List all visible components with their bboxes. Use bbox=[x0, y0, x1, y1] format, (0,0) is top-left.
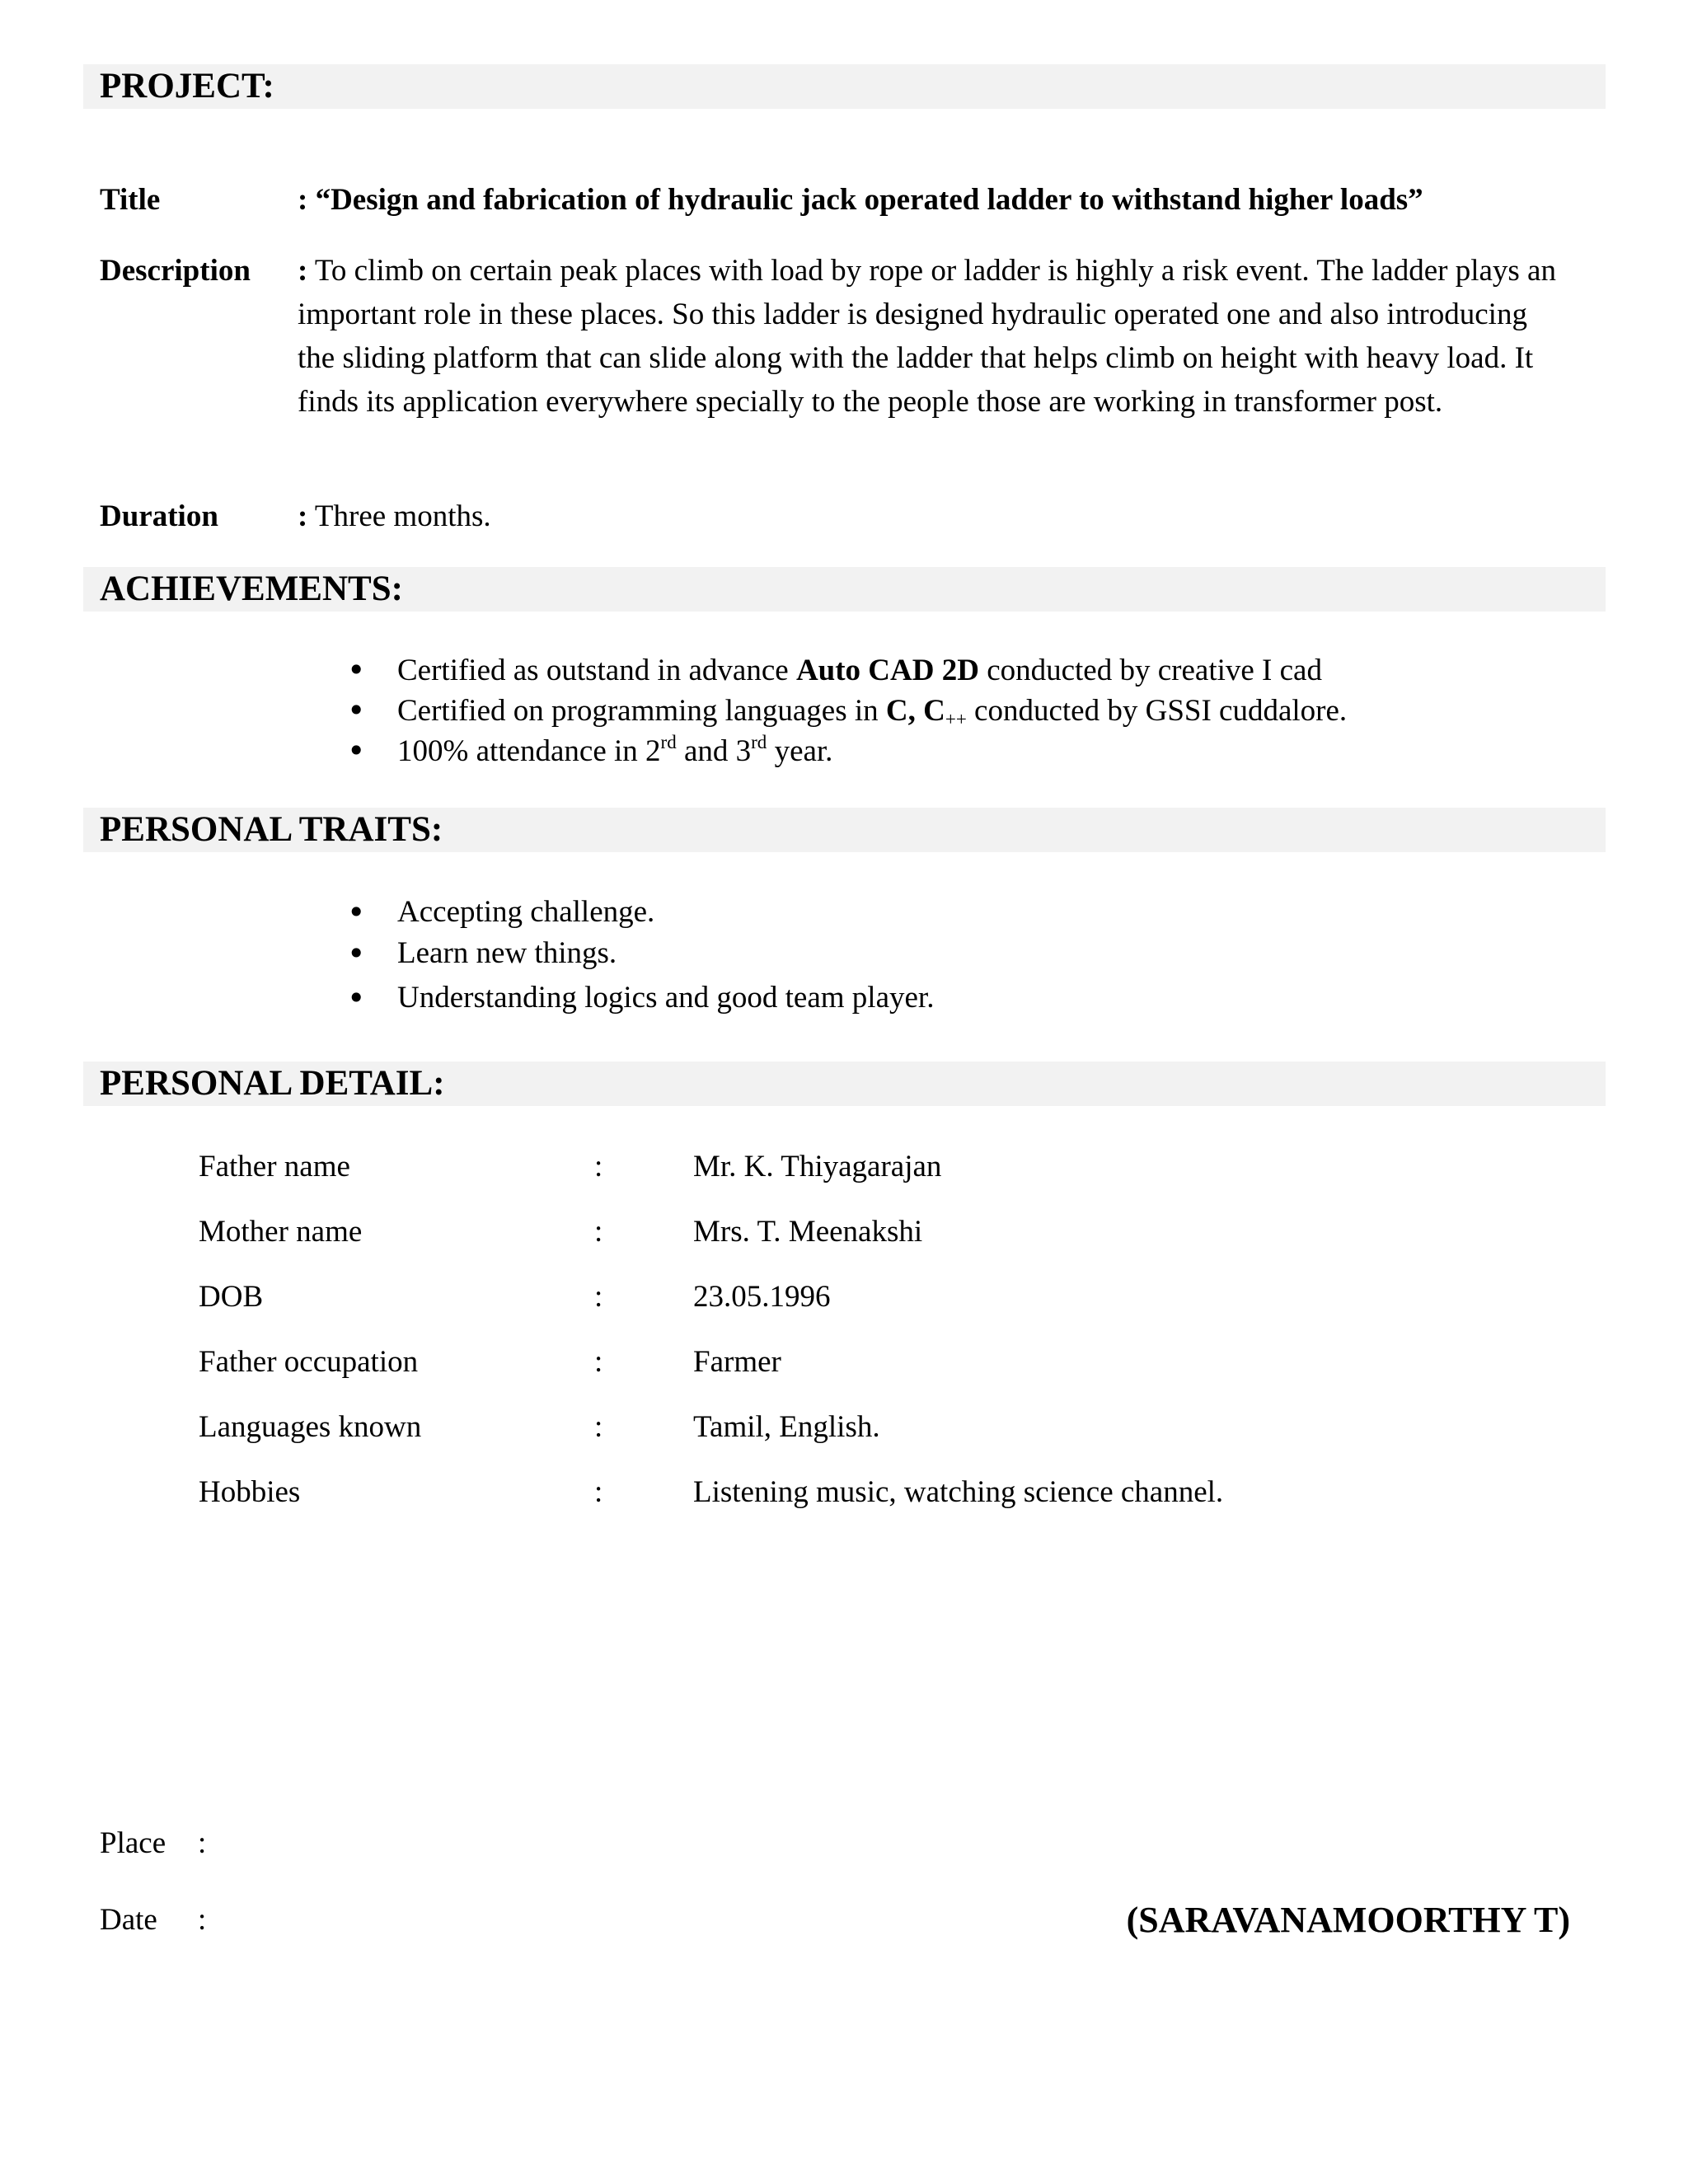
section-title-detail: PERSONAL DETAIL: bbox=[100, 1064, 445, 1103]
detail-value: Listening music, watching science channel. bbox=[693, 1475, 1224, 1509]
autocad-highlight: Auto CAD 2D bbox=[795, 654, 979, 687]
trait-item: • Understanding logics and good team player. bbox=[347, 977, 934, 1019]
place-label: Place bbox=[100, 1826, 166, 1860]
duration-text: Three months. bbox=[307, 499, 491, 533]
detail-separator: : bbox=[594, 1410, 603, 1444]
place-separator: : bbox=[198, 1826, 207, 1860]
signature-name: (SARAVANAMOORTHY T) bbox=[1126, 1900, 1570, 1940]
achievements-list bbox=[347, 650, 1347, 771]
detail-row-mother-name bbox=[0, 1210, 1688, 1254]
detail-label: Languages known bbox=[199, 1410, 422, 1444]
section-header-project bbox=[83, 64, 1606, 109]
achievement-item: • 100% attendance in 2rd and 3rd year. bbox=[347, 731, 1347, 771]
detail-row-father-occupation bbox=[0, 1340, 1688, 1384]
section-title-project: PROJECT: bbox=[100, 67, 274, 105]
detail-value: 23.05.1996 bbox=[693, 1280, 831, 1314]
detail-label: Hobbies bbox=[199, 1475, 301, 1509]
section-title-traits: PERSONAL TRAITS: bbox=[100, 810, 443, 849]
achievement-item: • Certified on programming languages in C, $C_{++}$ conducted by GSSI cuddalore. bbox=[347, 691, 1347, 731]
traits-list bbox=[347, 892, 934, 1019]
project-title-value: : “Design and fabrication of hydraulic jack operated ladder to withstand higher loads” bbox=[298, 183, 1423, 217]
trait-item: • Learn new things. bbox=[347, 933, 934, 974]
detail-row-father-name bbox=[0, 1145, 1688, 1188]
description-text: To climb on certain peak places with load by rope or ladder is highly a risk event. The ladder plays an important role in these places. So this ladder is designed hydraulic operated one and also introducing the sliding platform that can slide along with the ladder that helps climb on height with heavy load. It finds its application everywhere specially to the people those are working in transformer post. bbox=[298, 254, 1556, 419]
section-header-detail bbox=[83, 1062, 1606, 1106]
languages-highlight: C, C bbox=[885, 694, 945, 728]
detail-label: Mother name bbox=[199, 1215, 363, 1249]
achievement-item: • Certified as outstand in advance Auto CAD 2D conducted by creative I cad bbox=[347, 650, 1347, 691]
section-header-traits bbox=[83, 808, 1606, 852]
project-duration-label: Duration bbox=[100, 499, 218, 533]
date-separator: : bbox=[198, 1903, 207, 1937]
detail-separator: : bbox=[594, 1215, 603, 1249]
detail-separator: : bbox=[594, 1150, 603, 1183]
project-title-label: Title bbox=[100, 183, 161, 217]
detail-label: DOB bbox=[199, 1280, 264, 1314]
description-colon: : bbox=[298, 254, 308, 288]
footer-place-row bbox=[0, 1821, 1688, 1867]
detail-label: Father name bbox=[199, 1150, 350, 1183]
detail-value: Mr. K. Thiyagarajan bbox=[693, 1150, 942, 1183]
project-description-value bbox=[298, 249, 1567, 424]
detail-value: Tamil, English. bbox=[693, 1410, 880, 1444]
section-header-achievements bbox=[83, 567, 1606, 612]
detail-row-dob bbox=[0, 1275, 1688, 1319]
detail-separator: : bbox=[594, 1475, 603, 1509]
detail-separator: : bbox=[594, 1280, 603, 1314]
date-label: Date bbox=[100, 1903, 157, 1937]
project-description-label: Description bbox=[100, 254, 251, 288]
detail-value: Mrs. T. Meenakshi bbox=[693, 1215, 923, 1249]
detail-separator: : bbox=[594, 1345, 603, 1379]
section-title-achievements: ACHIEVEMENTS: bbox=[100, 569, 403, 608]
detail-row-languages bbox=[0, 1405, 1688, 1449]
trait-item: • Accepting challenge. bbox=[347, 892, 934, 933]
detail-value: Farmer bbox=[693, 1345, 781, 1379]
duration-colon: : bbox=[298, 499, 308, 533]
project-duration-value bbox=[298, 494, 1567, 538]
detail-label: Father occupation bbox=[199, 1345, 419, 1379]
detail-row-hobbies bbox=[0, 1470, 1688, 1514]
